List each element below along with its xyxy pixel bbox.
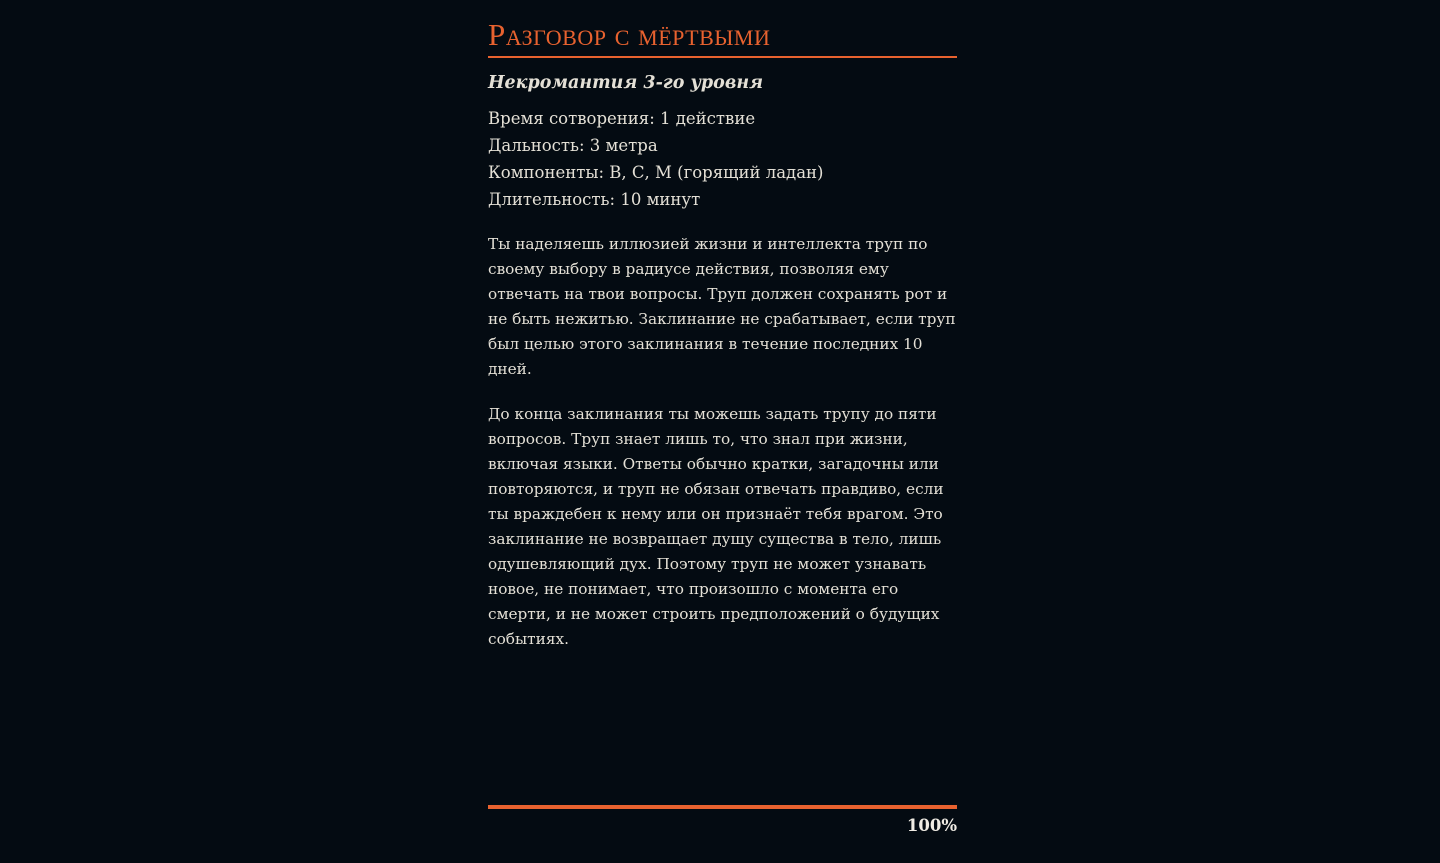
- spell-card: [488, 0, 957, 863]
- reading-progress-label: 100%: [906, 816, 957, 835]
- description-paragraph: До конца заклинания ты можешь задать трупу до пяти вопросов. Труп знает лишь то, что знал при жизни, включая языки. Ответы обычно кратки, загадочны или повторяются, и труп не обязан отвечать правдиво, если ты враждебен к нему или он признаёт тебя врагом. Это заклинание не возвращает душу существа в тело, лишь одушевляющий дух. Поэтому труп не может узнавать новое, не понимает, что произошло с момента его смерти, и не может строить предположений о будущих событиях.: [488, 405, 944, 648]
- spell-stats: [488, 105, 823, 213]
- stat-casting-time: Время сотворения: 1 действие: [488, 109, 756, 128]
- spell-description: [488, 232, 957, 672]
- stat-duration: Длительность: 10 минут: [488, 190, 701, 209]
- spell-school-level: Некромантия 3-го уровня: [488, 73, 764, 93]
- spell-title: Разговор с мёртвыми: [488, 17, 771, 52]
- stat-range: Дальность: 3 метра: [488, 136, 658, 155]
- title-divider: [488, 56, 957, 58]
- reading-progress-bar: [488, 805, 957, 809]
- stat-components: Компоненты: В, С, М (горящий ладан): [488, 163, 824, 182]
- reading-progress-fill: [488, 805, 957, 809]
- description-paragraph: Ты наделяешь иллюзией жизни и интеллекта труп по своему выбору в радиусе действия, позволяя ему отвечать на твои вопросы. Труп должен сохранять рот и не быть нежитью. Заклинание не срабатывает, если труп был целью этого заклинания в течение последних 10 дней.: [488, 235, 956, 378]
